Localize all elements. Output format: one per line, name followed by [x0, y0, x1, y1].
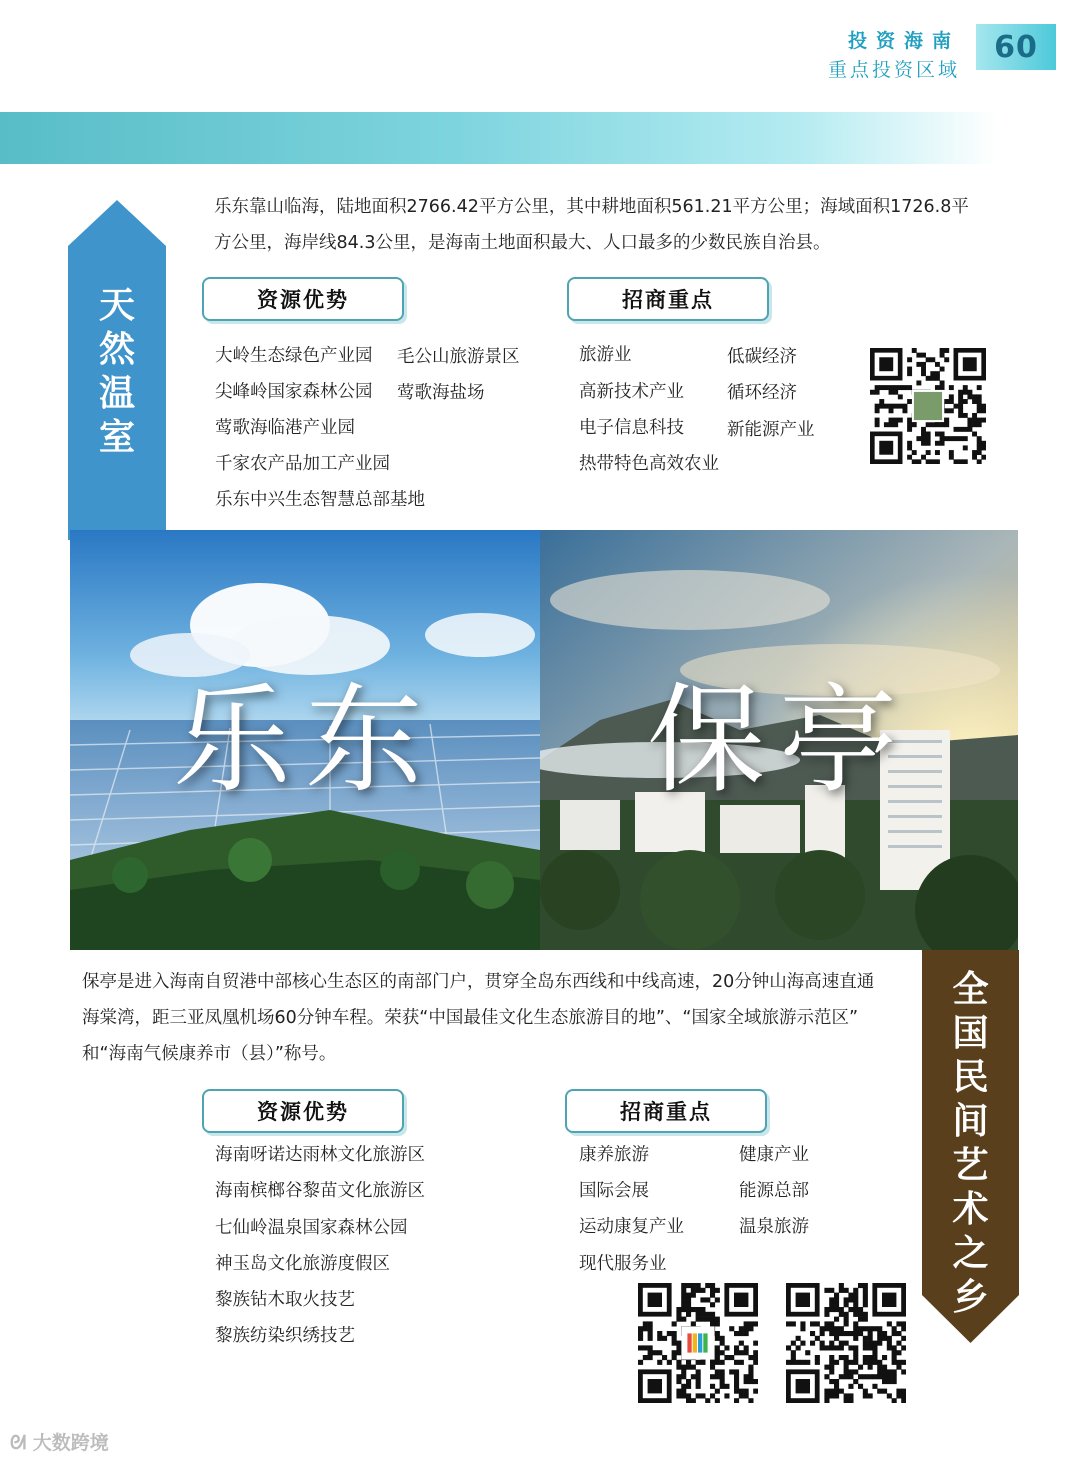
ledong-invest-item: 旅游业 [579, 345, 632, 365]
baoting-resource-item: 海南呀诺达雨林文化旅游区 [215, 1145, 425, 1165]
ledong-resource-item: 毛公山旅游景区 [397, 347, 520, 367]
ledong-resource-item: 莺歌海盐场 [397, 383, 485, 403]
ledong-invest-item: 新能源产业 [727, 420, 815, 440]
baoting-invest-item: 现代服务业 [579, 1254, 667, 1274]
ribbon-char: 室 [98, 417, 135, 458]
ledong-intro [214, 189, 1004, 261]
section-title-line1: 投资海南 [847, 30, 960, 52]
page-number: 60 [976, 24, 1056, 70]
baoting-invest-item: 能源总部 [739, 1181, 809, 1201]
baoting-resource-item: 黎族钻木取火技艺 [215, 1290, 355, 1310]
ledong-intro-line: 方公里，海岸线84.3公里，是海南土地面积最大、人口最多的少数民族自治县。 [214, 233, 831, 253]
ledong-invest-item: 热带特色高效农业 [579, 454, 719, 474]
baoting-intro [82, 964, 914, 1072]
header-band [0, 112, 998, 164]
baoting-photo-title: 保亭 [646, 671, 911, 809]
baoting-resource-item: 海南槟榔谷黎苗文化旅游区 [215, 1181, 425, 1201]
baoting-resource-item: 黎族纺染织绣技艺 [215, 1326, 355, 1346]
ledong-resource-item: 乐东中兴生态智慧总部基地 [215, 490, 425, 510]
baoting-resource-item: 神玉岛文化旅游度假区 [215, 1254, 390, 1274]
watermark [10, 1428, 109, 1455]
ribbon-char: 之 [952, 1233, 989, 1274]
ledong-resource-heading: 资源优势 [202, 277, 404, 321]
baoting-qr-code-1[interactable] [638, 1283, 758, 1403]
baoting-invest-item: 康养旅游 [579, 1145, 649, 1165]
ribbon-char: 国 [952, 1013, 989, 1054]
ribbon-char: 民 [952, 1057, 989, 1098]
ribbon-char: 术 [952, 1189, 989, 1230]
baoting-invest-item: 温泉旅游 [739, 1217, 809, 1237]
ledong-invest-item: 高新技术产业 [579, 382, 684, 402]
baoting-invest-item: 运动康复产业 [579, 1217, 684, 1237]
ledong-photo-title: 乐东 [172, 671, 437, 809]
baoting-qr-code-2[interactable] [786, 1283, 906, 1403]
baoting-invest-heading: 招商重点 [565, 1089, 767, 1133]
section-title [828, 26, 960, 82]
ledong-resource-item: 尖峰岭国家森林公园 [215, 382, 373, 402]
ledong-resource-item: 大岭生态绿色产业园 [215, 346, 373, 366]
baoting-resource-item: 七仙岭温泉国家森林公园 [215, 1218, 408, 1238]
baoting-photo [540, 530, 1018, 950]
ribbon-char: 乡 [952, 1277, 989, 1318]
ledong-invest-item: 电子信息科技 [579, 418, 684, 438]
watermark-text: 大数跨境 [32, 1432, 109, 1454]
baoting-intro-line: 保亭是进入海南自贸港中部核心生态区的南部门户，贯穿全岛东西线和中线高速，20分钟山海高速直通 [82, 972, 875, 992]
baoting-invest-item: 健康产业 [739, 1145, 809, 1165]
ribbon-char: 全 [952, 969, 989, 1010]
baoting-intro-line: 和“海南气候康养市（县）”称号。 [82, 1044, 337, 1064]
baoting-ribbon [922, 950, 1019, 1343]
ledong-invest-heading: 招商重点 [567, 277, 769, 321]
ledong-resource-item: 千家农产品加工产业园 [215, 454, 390, 474]
baoting-invest-item: 国际会展 [579, 1181, 649, 1201]
watermark-logo-icon: ᘛ [10, 1432, 27, 1454]
section-title-line2: 重点投资区域 [827, 59, 960, 81]
ledong-intro-line: 乐东靠山临海，陆地面积2766.42平方公里，其中耕地面积561.21平方公里；海域面积1726.8平 [214, 197, 969, 217]
ribbon-char: 间 [952, 1101, 989, 1142]
ledong-invest-item: 循环经济 [727, 383, 797, 403]
baoting-intro-line: 海棠湾，距三亚凤凰机场60分钟车程。荣获“中国最佳文化生态旅游目的地”、“国家全域旅游示范区” [82, 1008, 859, 1028]
ribbon-char: 然 [98, 329, 135, 370]
ribbon-char: 温 [98, 373, 135, 414]
ribbon-char: 艺 [952, 1145, 989, 1186]
ledong-qr-code[interactable] [870, 348, 986, 464]
baoting-resource-heading: 资源优势 [202, 1089, 404, 1133]
ledong-resource-item: 莺歌海临港产业园 [215, 418, 355, 438]
ledong-ribbon [68, 200, 166, 540]
ribbon-char: 天 [98, 285, 135, 326]
ledong-invest-item: 低碳经济 [727, 347, 797, 367]
ledong-photo [70, 530, 540, 950]
